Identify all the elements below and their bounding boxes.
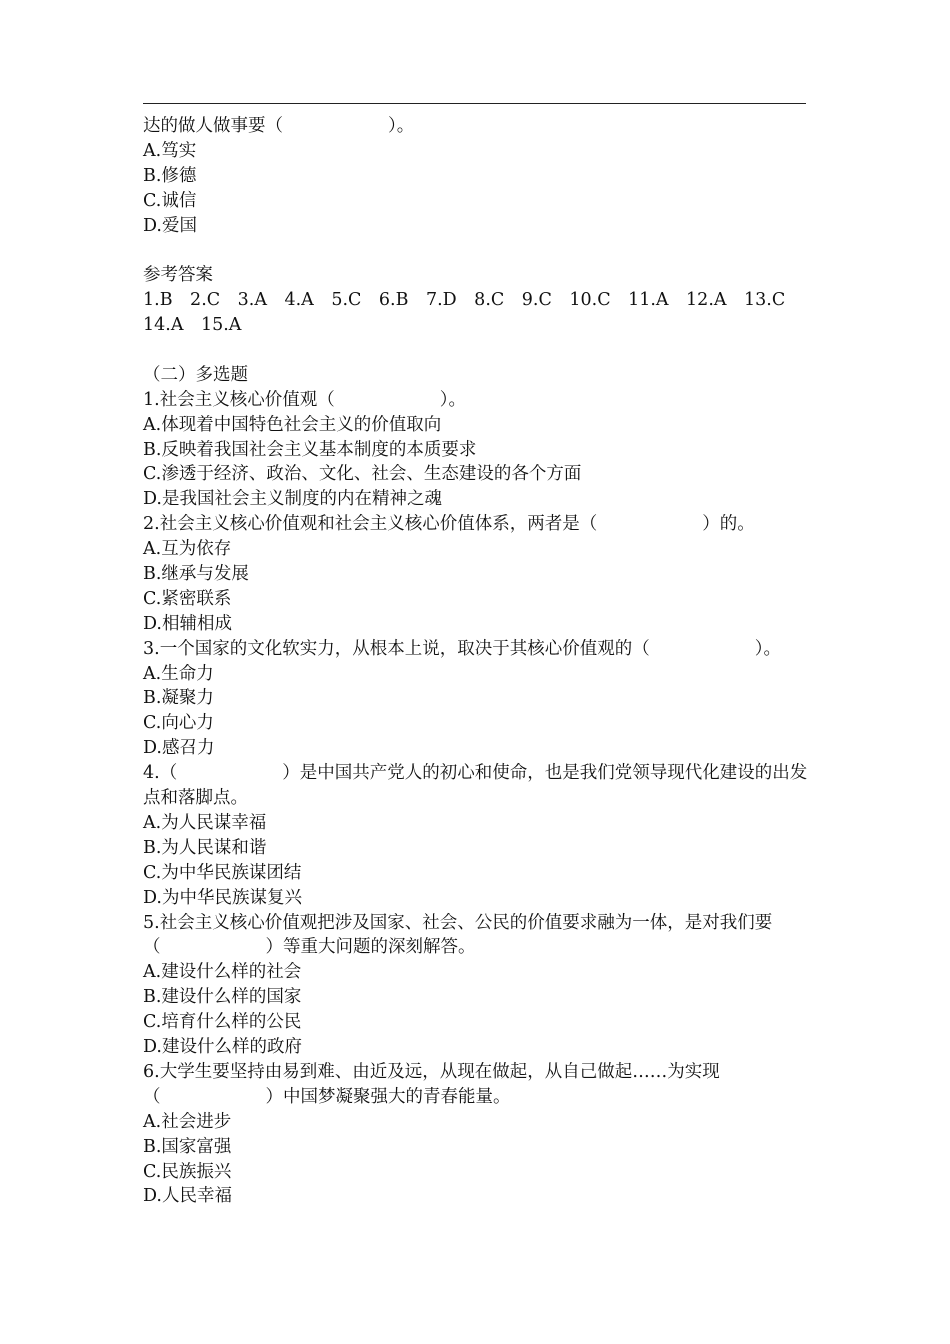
- header-rule: [143, 103, 806, 104]
- option: C.为中华民族谋团结: [143, 862, 302, 883]
- answers-line: 1.B 2.C 3.A 4.A 5.C 6.B 7.D 8.C 9.C 10.C 11.A 12.A 13.C: [143, 290, 786, 311]
- option: C.民族振兴: [143, 1161, 232, 1182]
- option: B.国家富强: [143, 1136, 232, 1157]
- option: A.体现着中国特色社会主义的价值取向: [143, 414, 442, 435]
- option: A.建设什么样的社会: [143, 962, 302, 983]
- question-stem: 4.（ ）是中国共产党人的初心和使命，也是我们党领导现代化建设的出发点和落脚点。: [143, 763, 808, 809]
- option: D.爱国: [143, 215, 197, 236]
- section-heading: （二）多选题: [143, 364, 248, 385]
- question-stem: 5.社会主义核心价值观把涉及国家、社会、公民的价值要求融为一体，是对我们要（ ）等重大问题的深刻解答。: [143, 912, 773, 958]
- question-stem: 达的做人做事要（ ）。: [143, 116, 415, 136]
- option: A.互为依存: [143, 539, 232, 560]
- option: D.感召力: [143, 738, 215, 759]
- option: B.建设什么样的国家: [143, 987, 302, 1008]
- question-stem: 6.大学生要坚持由易到难、由近及远，从现在做起，从自己做起……为实现（ ）中国梦凝聚强大的青春能量。: [143, 1061, 720, 1107]
- option: C.紧密联系: [143, 588, 232, 609]
- option: B.修德: [143, 165, 197, 186]
- option: C.渗透于经济、政治、文化、社会、生态建设的各个方面: [143, 464, 582, 485]
- option: C.诚信: [143, 190, 197, 211]
- option: A.为人民谋幸福: [143, 812, 267, 833]
- option: A.笃实: [143, 140, 197, 161]
- option: A.社会进步: [143, 1111, 232, 1132]
- option: D.人民幸福: [143, 1186, 232, 1207]
- option: D.为中华民族谋复兴: [143, 887, 302, 908]
- option: D.相辅相成: [143, 613, 232, 634]
- option: D.建设什么样的政府: [143, 1037, 302, 1058]
- question-stem: 2.社会主义核心价值观和社会主义核心价值体系，两者是（ ）的。: [143, 514, 755, 535]
- option: B.继承与发展: [143, 564, 249, 585]
- question-stem: 3.一个国家的文化软实力，从根本上说，取决于其核心价值观的（ ）。: [143, 638, 781, 659]
- option: B.凝聚力: [143, 688, 214, 709]
- option: B.为人民谋和谐: [143, 837, 267, 858]
- question-stem: 1.社会主义核心价值观（ ）。: [143, 389, 466, 410]
- answers-heading: 参考答案: [143, 265, 213, 286]
- option: C.向心力: [143, 713, 214, 734]
- option: B.反映着我国社会主义基本制度的本质要求: [143, 439, 477, 460]
- answers-line: 14.A 15.A: [143, 315, 242, 336]
- option: C.培育什么样的公民: [143, 1012, 302, 1033]
- page-content: [143, 114, 808, 1209]
- option: D.是我国社会主义制度的内在精神之魂: [143, 489, 442, 510]
- option: A.生命力: [143, 663, 214, 684]
